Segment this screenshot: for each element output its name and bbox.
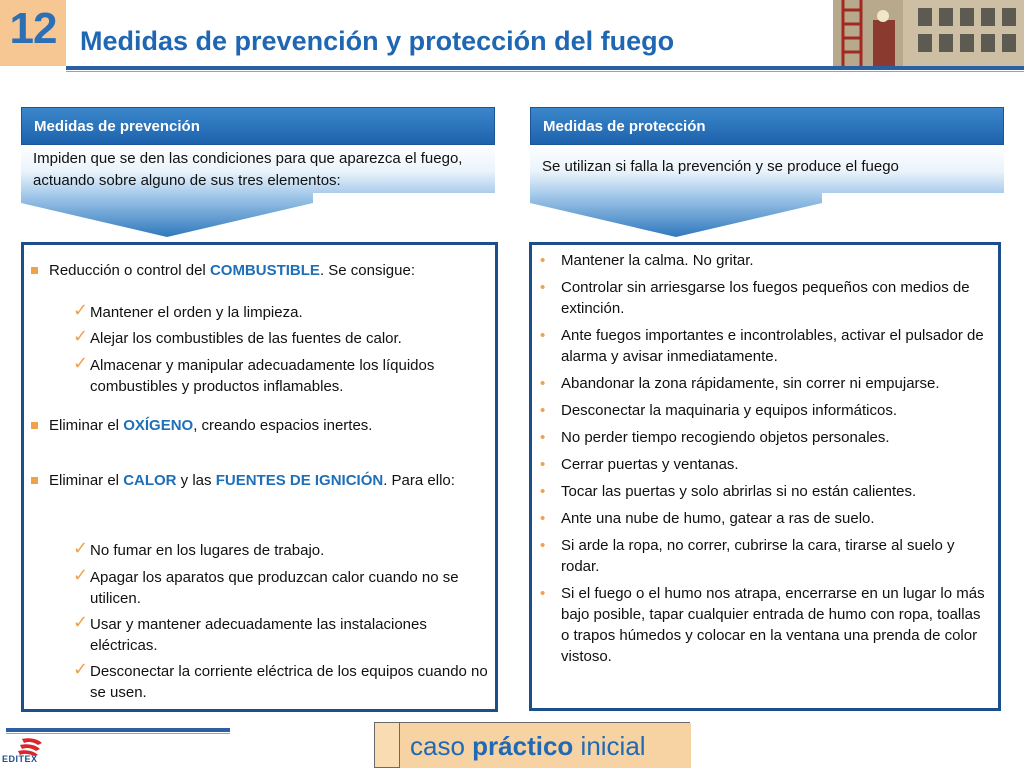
list-item: • Cerrar puertas y ventanas.: [540, 456, 739, 473]
check-icon: ✓: [73, 659, 89, 679]
dot-bullet-icon: •: [540, 585, 546, 602]
list-item: ✓ Apagar los aparatos que produzcan calor cuando no se utilicen.: [73, 565, 459, 607]
list-item: • Abandonar la zona rápidamente, sin correr ni empujarse.: [540, 375, 940, 392]
dot-bullet-icon: •: [540, 327, 546, 344]
logo-text: EDITEX: [2, 754, 38, 764]
list-item: Reducción o control del COMBUSTIBLE. Se consigue:: [31, 257, 491, 285]
dot-bullet-icon: •: [540, 279, 546, 296]
list-item: ✓ Mantener el orden y la limpieza.: [73, 300, 303, 321]
check-icon: ✓: [73, 353, 89, 373]
dot-bullet-icon: •: [540, 402, 546, 419]
chapter-number: 12: [9, 4, 57, 53]
protection-description: Se utilizan si falla la prevención y se produce el fuego: [530, 145, 1004, 193]
caso-practico-label[interactable]: caso práctico inicial: [410, 731, 646, 761]
check-icon: ✓: [73, 538, 89, 558]
header-rule-thin: [66, 71, 1024, 72]
list-item: • Si arde la ropa, no correr, cubrirse la cara, tirarse al suelo y rodar.: [540, 537, 955, 575]
dot-bullet-icon: •: [540, 510, 546, 527]
list-item: • Ante una nube de humo, gatear a ras de suelo.: [540, 510, 875, 527]
page-title: Medidas de prevención y protección del fuego: [80, 26, 675, 56]
list-item: ✓ No fumar en los lugares de trabajo.: [73, 538, 325, 559]
check-icon: ✓: [73, 326, 89, 346]
protection-down-arrow: [530, 193, 822, 238]
list-item: • Controlar sin arriesgarse los fuegos pequeños con medios de extinción.: [540, 279, 970, 317]
dot-bullet-icon: •: [540, 429, 546, 446]
header-photo: [833, 0, 1024, 66]
prevention-description: Impiden que se den las condiciones para que aparezca el fuego, actuando sobre alguno de sus tres elementos:: [21, 145, 495, 193]
list-item: ✓ Alejar los combustibles de las fuentes de calor.: [73, 326, 402, 347]
prevention-down-arrow: [21, 193, 313, 238]
list-item: • Tocar las puertas y solo abrirlas si no están calientes.: [540, 483, 917, 500]
check-icon: ✓: [73, 612, 89, 632]
list-item: • No perder tiempo recogiendo objetos personales.: [540, 429, 890, 446]
dot-bullet-icon: •: [540, 456, 546, 473]
list-item: ✓ Usar y mantener adecuadamente las instalaciones eléctricas.: [73, 612, 427, 654]
orange-square-bullet-icon: [31, 477, 38, 484]
dot-bullet-icon: •: [540, 252, 546, 269]
protection-list: [540, 250, 990, 673]
dot-bullet-icon: •: [540, 375, 546, 392]
protection-heading: Medidas de protección: [530, 107, 1004, 145]
check-icon: ✓: [73, 565, 89, 585]
orange-square-bullet-icon: [31, 267, 38, 274]
list-item: Eliminar el CALOR y las FUENTES DE IGNICIÓN. Para ello:: [31, 467, 491, 495]
check-icon: ✓: [73, 300, 89, 320]
list-item: • Si el fuego o el humo nos atrapa, encerrarse en un lugar lo más bajo posible, tapar cualquier entrada de humo con ropa, toallas o trapos húmedos y colocar en la ventana una prenda de color vistoso.: [540, 585, 985, 665]
list-item: ✓ Desconectar la corriente eléctrica de los equipos cuando no se usen.: [73, 659, 488, 701]
list-item: • Ante fuegos importantes e incontrolables, activar el pulsador de alarma y avisar inmediatamente.: [540, 327, 984, 365]
header-rule: [66, 66, 1024, 70]
list-item: • Desconectar la maquinaria y equipos informáticos.: [540, 402, 897, 419]
list-item: ✓ Almacenar y manipular adecuadamente los líquidos combustibles y productos inflamables.: [73, 353, 435, 395]
footer-rule: [6, 728, 230, 732]
list-item: Eliminar el OXÍGENO, creando espacios inertes.: [31, 412, 491, 440]
orange-square-bullet-icon: [31, 422, 38, 429]
dot-bullet-icon: •: [540, 483, 546, 500]
list-item: • Mantener la calma. No gritar.: [540, 252, 754, 269]
prevention-heading: Medidas de prevención: [21, 107, 495, 145]
building-photo-icon: [833, 0, 1024, 66]
dot-bullet-icon: •: [540, 537, 546, 554]
footer-rule-thin: [6, 733, 230, 734]
